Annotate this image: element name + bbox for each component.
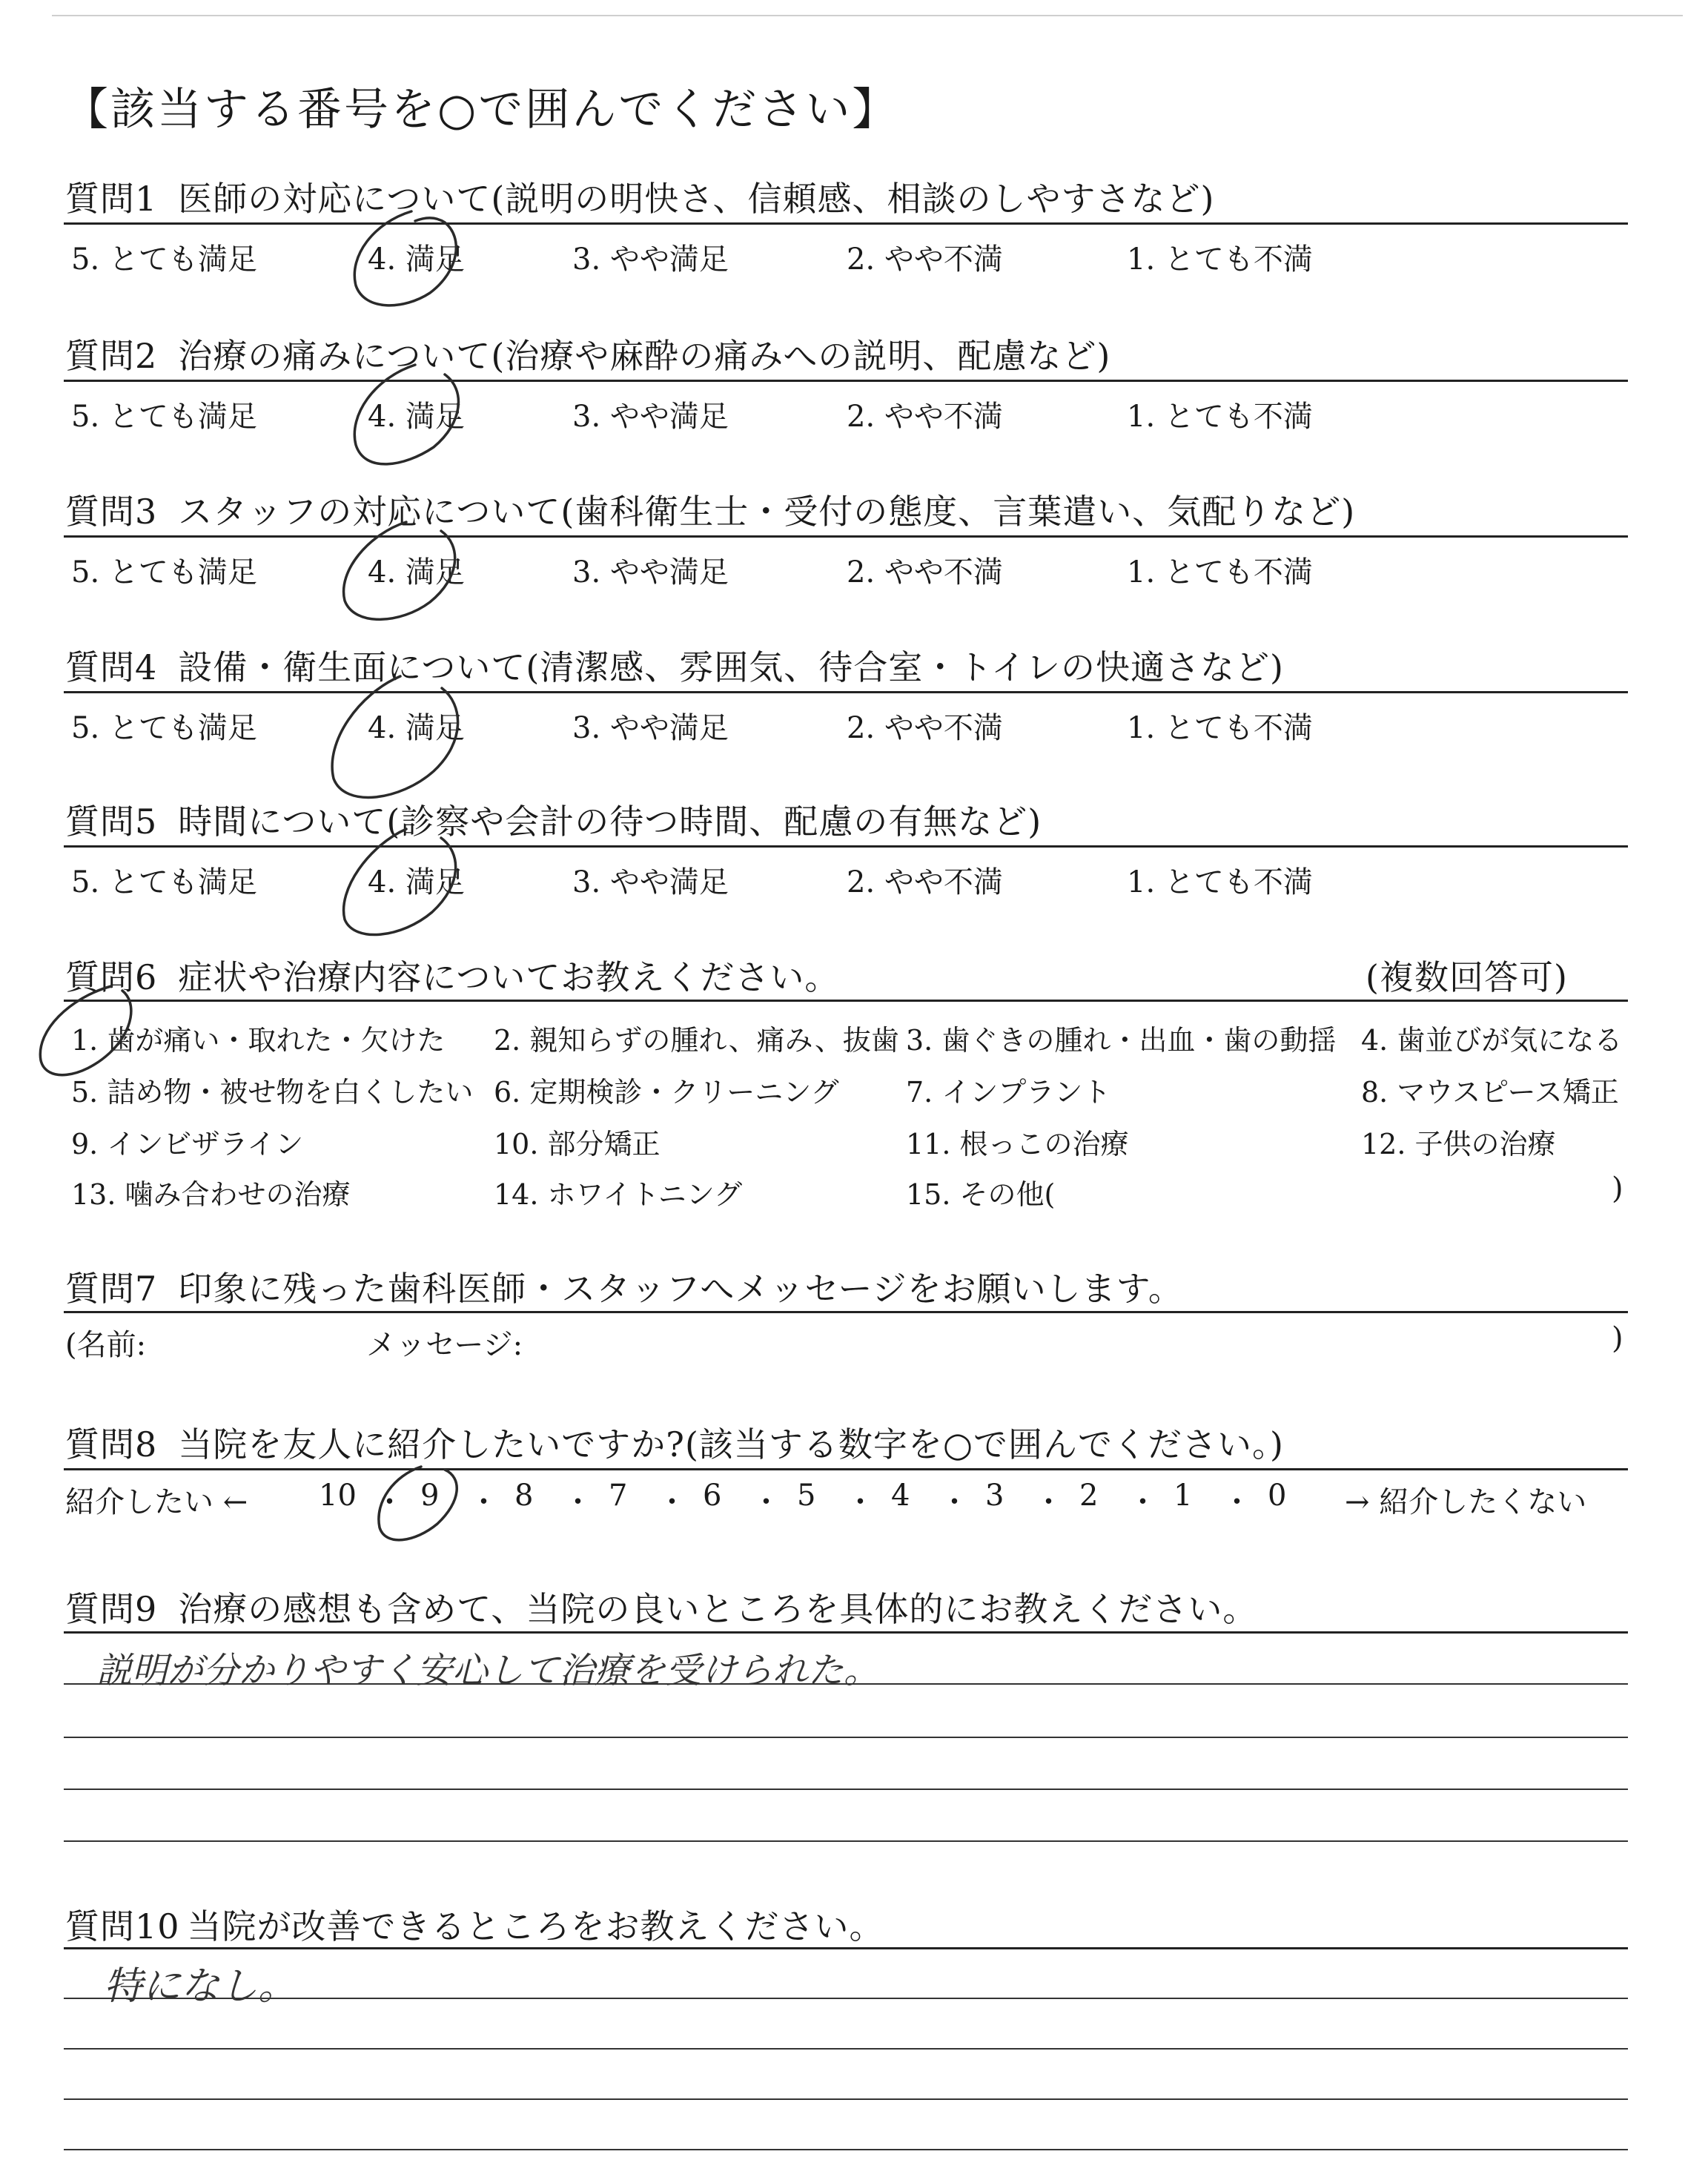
q5-option-3[interactable]: 3. やや満足 (572, 865, 729, 899)
q8-scale-separator: ・ (939, 1485, 970, 1519)
q8-left-label: 紹介したい ← (65, 1485, 248, 1519)
question-10 (65, 1900, 884, 1949)
q1-option-4[interactable]: 4. 満足 (368, 242, 465, 277)
question-7-number: 質問7 (65, 1269, 158, 1309)
q9-write-line-2 (64, 1737, 1628, 1738)
q8-scale-separator: ・ (1128, 1485, 1158, 1519)
q2-option-2[interactable]: 2. やや不満 (847, 400, 1003, 434)
q8-scale-number-4[interactable]: 4 (891, 1479, 910, 1513)
question-4-rule (64, 691, 1628, 693)
q1-option-3[interactable]: 3. やや満足 (572, 242, 729, 277)
q8-scale-number-1[interactable]: 1 (1174, 1479, 1193, 1513)
q6-option-15[interactable]: 15. その他( (906, 1178, 1056, 1211)
question-8 (65, 1418, 1284, 1467)
question-4 (65, 641, 1284, 690)
q6-option-14[interactable]: 14. ホワイトニング (494, 1178, 743, 1211)
q2-option-4[interactable]: 4. 満足 (368, 400, 465, 434)
q8-scale-number-3[interactable]: 3 (985, 1479, 1004, 1513)
question-2-number: 質問2 (65, 336, 158, 376)
q8-scale-separator: ・ (563, 1485, 593, 1519)
q6-option-9[interactable]: 9. インビザライン (71, 1128, 304, 1160)
q5-option-2[interactable]: 2. やや不満 (847, 865, 1003, 899)
page-top-edge (52, 15, 1683, 16)
q3-option-1[interactable]: 1. とても不満 (1127, 555, 1313, 589)
question-5-text: 時間について(診察や会計の待つ時間、配慮の有無など) (178, 802, 1042, 842)
question-3-text: スタッフの対応について(歯科衛生士・受付の態度、言葉遣い、気配りなど) (178, 492, 1356, 532)
question-4-number: 質問4 (65, 647, 158, 687)
question-3-rule (64, 535, 1628, 538)
q8-scale-number-6[interactable]: 6 (703, 1479, 722, 1513)
question-7-text: 印象に残った歯科医師・スタッフへメッセージをお願いします。 (178, 1269, 1183, 1309)
question-9-text: 治療の感想も含めて、当院の良いところを具体的にお教えください。 (178, 1589, 1258, 1629)
q8-right-label: → 紹介したくない (1345, 1485, 1587, 1519)
question-10-rule (64, 1947, 1628, 1949)
question-6-number: 質問6 (65, 957, 158, 997)
q1-option-1[interactable]: 1. とても不満 (1127, 242, 1313, 277)
q2-option-1[interactable]: 1. とても不満 (1127, 400, 1313, 434)
q6-option-5[interactable]: 5. 詰め物・被せ物を白くしたい (71, 1076, 474, 1109)
form-heading: 【該当する番号を○で囲んでください】 (64, 84, 899, 136)
q6-option-7[interactable]: 7. インプラント (906, 1076, 1111, 1109)
q3-option-4[interactable]: 4. 満足 (368, 555, 465, 589)
q6-option-4[interactable]: 4. 歯並びが気になる (1361, 1024, 1623, 1057)
question-3-number: 質問3 (65, 492, 158, 532)
q3-option-2[interactable]: 2. やや不満 (847, 555, 1003, 589)
q8-scale-separator: ・ (657, 1485, 687, 1519)
question-8-number: 質問8 (65, 1424, 158, 1464)
q10-write-line-3 (64, 2098, 1628, 2100)
q9-handwritten-answer[interactable]: 説明が分かりやすく安心して治療を受けられた。 (96, 1650, 880, 1691)
question-8-rule (64, 1468, 1628, 1470)
q7-name-label[interactable]: (名前: (65, 1328, 147, 1362)
question-1-rule (64, 222, 1628, 225)
question-6-rule (64, 1000, 1628, 1002)
question-7-rule (64, 1311, 1628, 1313)
q7-close-paren: ) (1612, 1321, 1623, 1355)
question-2-rule (64, 380, 1628, 382)
q10-write-line-1 (64, 1998, 1628, 1999)
q8-scale-separator: ・ (1222, 1485, 1252, 1519)
q10-handwritten-answer[interactable]: 特になし。 (104, 1964, 297, 2009)
q8-scale-number-8[interactable]: 8 (514, 1479, 534, 1513)
q2-option-5[interactable]: 5. とても満足 (71, 400, 257, 434)
q8-scale-number-10[interactable]: 10 (319, 1479, 357, 1513)
q7-message-label[interactable]: メッセージ: (366, 1328, 523, 1362)
q6-option-6[interactable]: 6. 定期検診・クリーニング (494, 1076, 839, 1109)
q10-write-line-2 (64, 2048, 1628, 2050)
q8-scale-number-7[interactable]: 7 (609, 1479, 628, 1513)
question-5-rule (64, 845, 1628, 848)
question-2 (65, 329, 1110, 378)
question-9-rule (64, 1631, 1628, 1634)
q4-option-2[interactable]: 2. やや不満 (847, 711, 1003, 745)
question-10-number: 質問10 (65, 1906, 180, 1946)
q8-scale-separator: ・ (469, 1485, 499, 1519)
question-2-text: 治療の痛みについて(治療や麻酔の痛みへの説明、配慮など) (178, 336, 1111, 376)
question-1 (65, 172, 1214, 221)
q4-option-3[interactable]: 3. やや満足 (572, 711, 729, 745)
q5-option-5[interactable]: 5. とても満足 (71, 865, 257, 899)
question-6-text: 症状や治療内容についてお教えください。 (178, 957, 840, 997)
q1-option-2[interactable]: 2. やや不満 (847, 242, 1003, 277)
q4-option-1[interactable]: 1. とても不満 (1127, 711, 1313, 745)
q6-option-2[interactable]: 2. 親知らずの腫れ、痛み、抜歯 (494, 1024, 899, 1057)
question-7 (65, 1262, 1183, 1311)
q8-scale-number-0[interactable]: 0 (1268, 1479, 1287, 1513)
q8-scale-separator: ・ (374, 1485, 405, 1519)
q8-scale-separator: ・ (751, 1485, 781, 1519)
question-1-text: 医師の対応について(説明の明快さ、信頼感、相談のしやすさなど) (178, 179, 1215, 219)
q8-scale-separator: ・ (845, 1485, 875, 1519)
q1-option-5[interactable]: 5. とても満足 (71, 242, 257, 277)
q4-option-5[interactable]: 5. とても満足 (71, 711, 257, 745)
q3-option-3[interactable]: 3. やや満足 (572, 555, 729, 589)
q9-write-line-1 (64, 1683, 1628, 1685)
question-9 (65, 1582, 1257, 1631)
q6-option-3[interactable]: 3. 歯ぐきの腫れ・出血・歯の動揺 (906, 1024, 1337, 1057)
q6-option-13[interactable]: 13. 噛み合わせの治療 (71, 1178, 351, 1211)
q8-scale-number-9[interactable]: 9 (420, 1479, 440, 1513)
q4-option-4[interactable]: 4. 満足 (368, 711, 465, 745)
question-6-note: (複数回答可) (1366, 957, 1568, 997)
question-8-text: 当院を友人に紹介したいですか?(該当する数字を○で囲んでください。) (178, 1424, 1284, 1464)
question-6 (65, 951, 839, 1000)
q10-write-line-4 (64, 2149, 1628, 2150)
q6-option-10[interactable]: 10. 部分矯正 (494, 1128, 661, 1160)
question-1-number: 質問1 (65, 179, 158, 219)
q3-option-5[interactable]: 5. とても満足 (71, 555, 257, 589)
q8-scale-number-2[interactable]: 2 (1079, 1479, 1099, 1513)
q2-option-3[interactable]: 3. やや満足 (572, 400, 729, 434)
q6-option-1[interactable]: 1. 歯が痛い・取れた・欠けた (71, 1024, 446, 1057)
q5-option-1[interactable]: 1. とても不満 (1127, 865, 1313, 899)
question-5 (65, 795, 1042, 844)
q5-option-4[interactable]: 4. 満足 (368, 865, 465, 899)
question-5-number: 質問5 (65, 802, 158, 842)
question-10-text: 当院が改善できるところをお教えください。 (187, 1906, 884, 1946)
q6-option-12[interactable]: 12. 子供の治療 (1361, 1128, 1556, 1160)
q8-scale-number-5[interactable]: 5 (797, 1479, 816, 1513)
q9-write-line-3 (64, 1789, 1628, 1790)
q6-option-15-close: ) (1612, 1172, 1623, 1206)
q6-option-11[interactable]: 11. 根っこの治療 (906, 1128, 1129, 1160)
question-9-number: 質問9 (65, 1589, 158, 1629)
question-3 (65, 485, 1355, 534)
q6-option-8[interactable]: 8. マウスピース矯正 (1361, 1076, 1619, 1109)
question-4-text: 設備・衛生面について(清潔感、雰囲気、待合室・トイレの快適さなど) (178, 647, 1284, 687)
q8-scale-separator: ・ (1033, 1485, 1064, 1519)
q9-write-line-4 (64, 1840, 1628, 1842)
